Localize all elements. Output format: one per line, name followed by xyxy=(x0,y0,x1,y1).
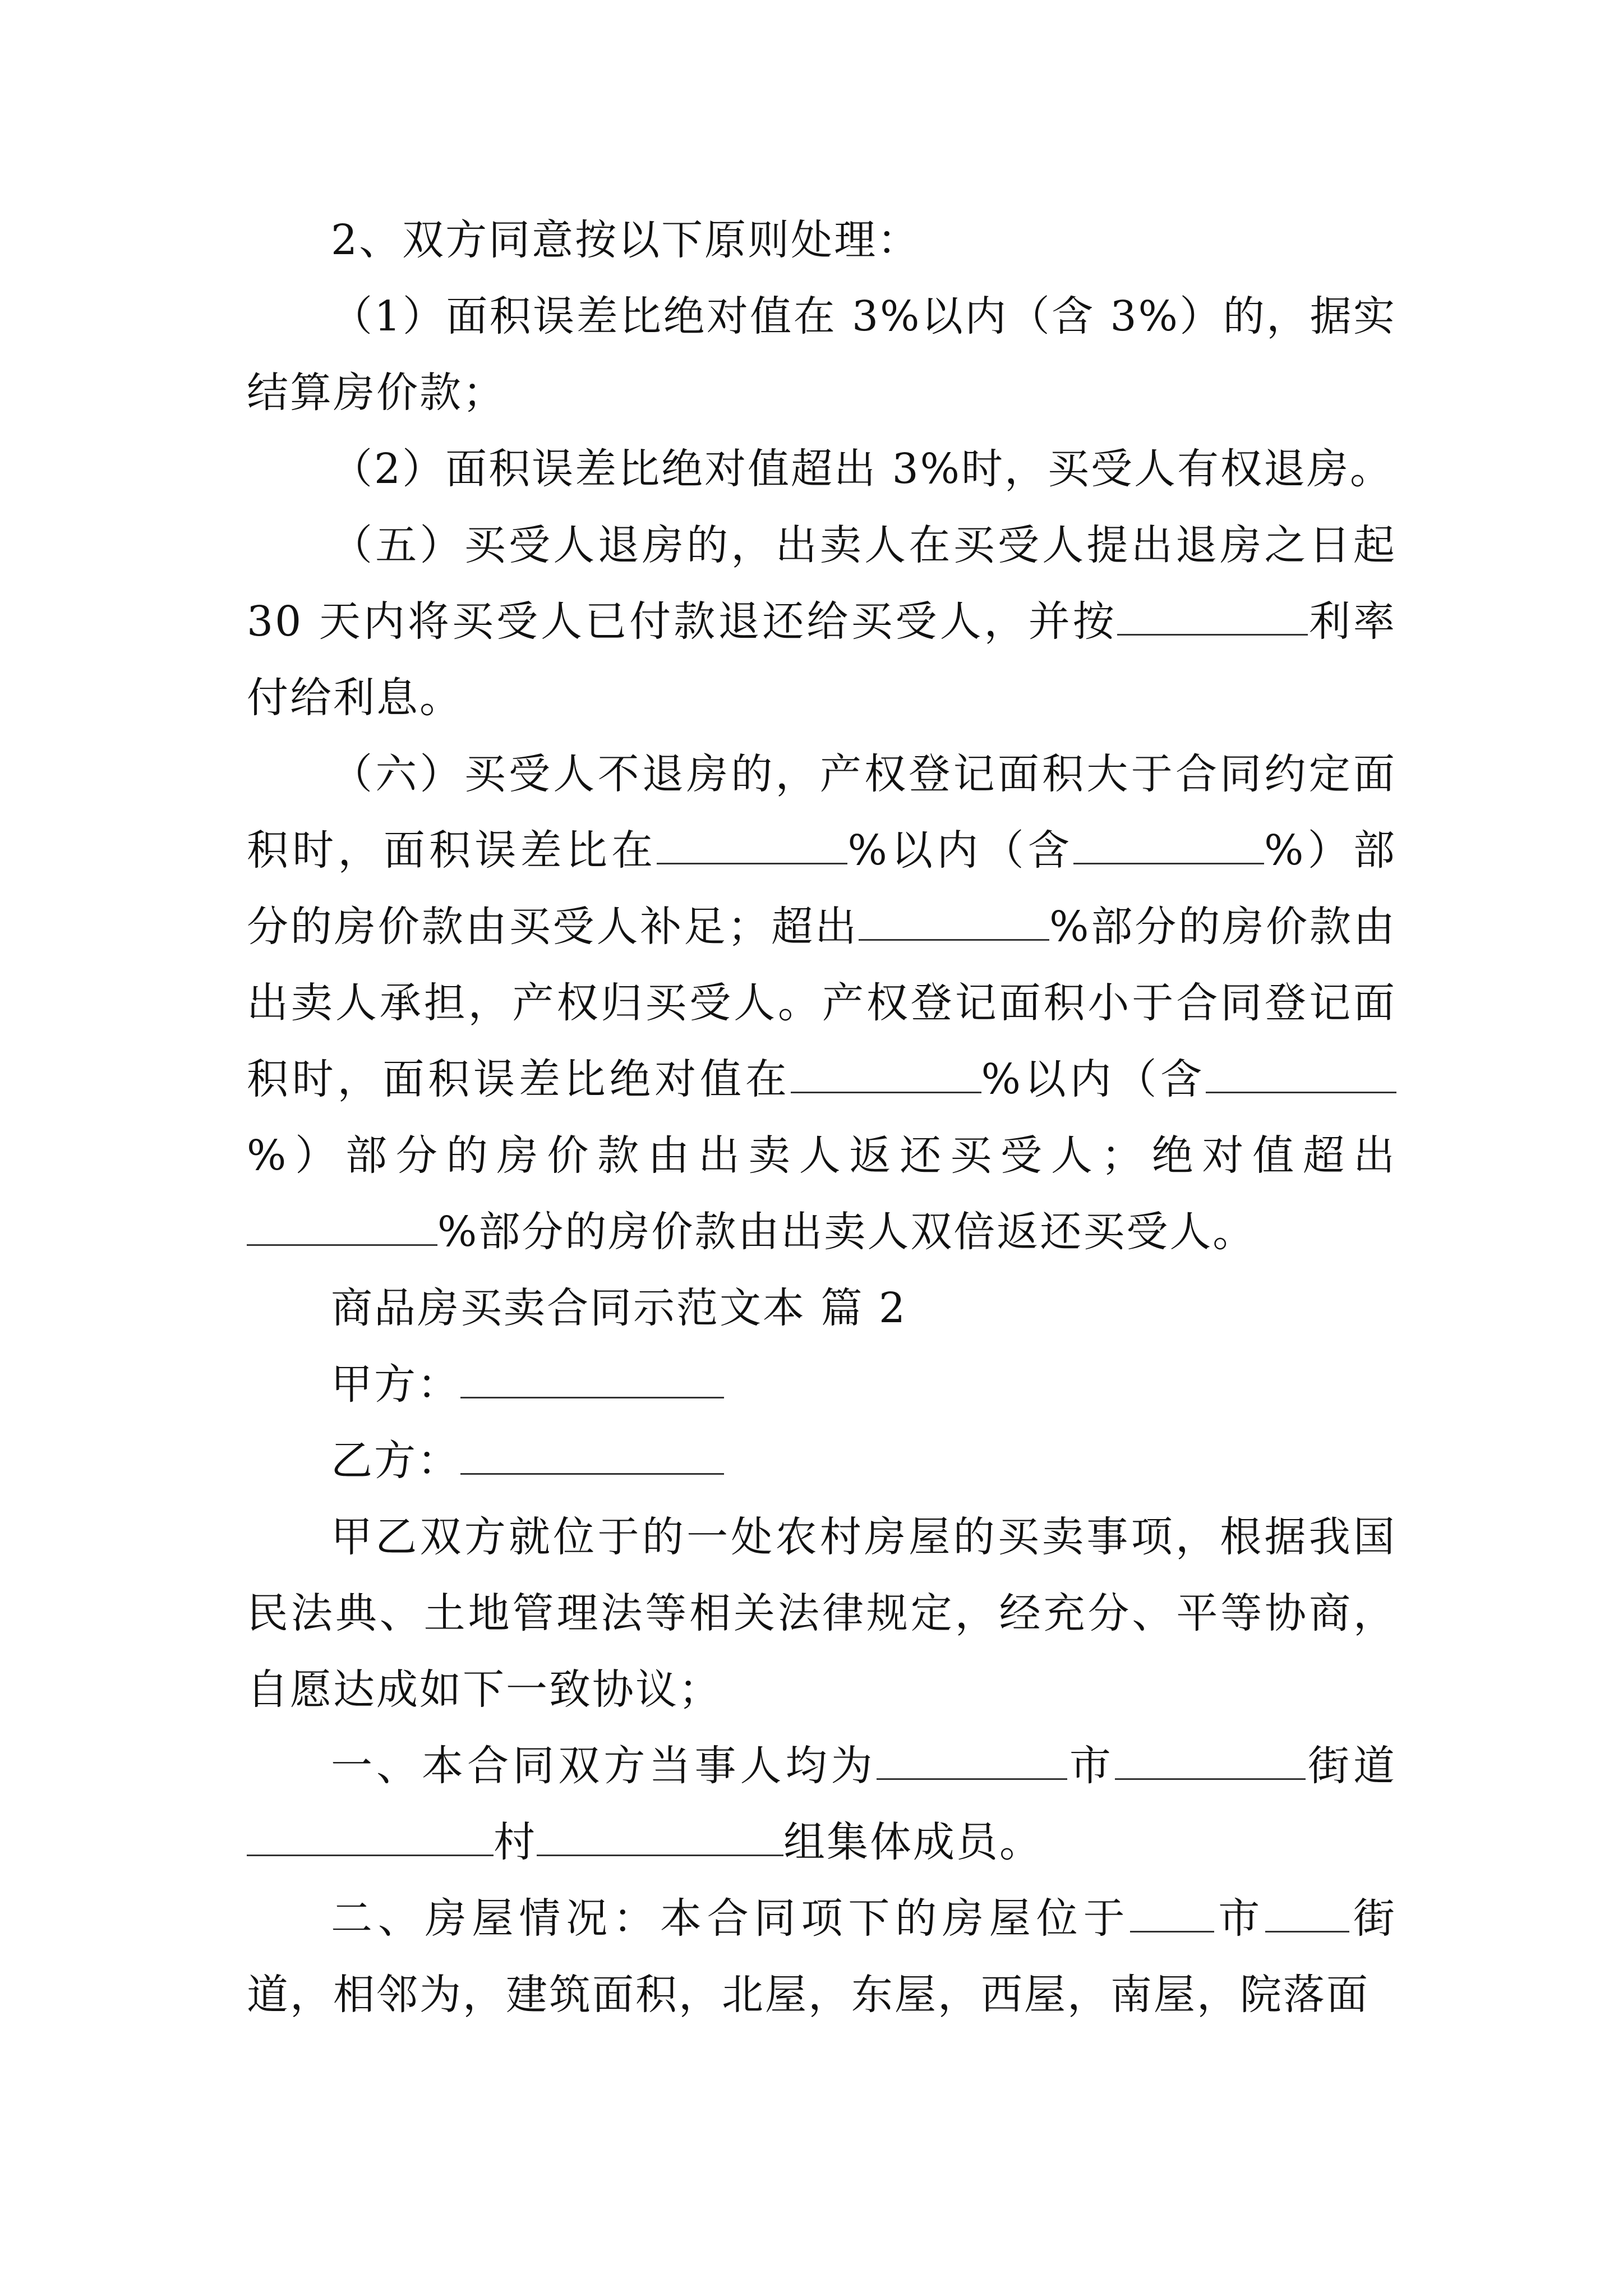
paragraph-text: %以内（含 xyxy=(847,826,1074,875)
paragraph-agreement-intro xyxy=(247,1499,1396,1728)
blank-city xyxy=(877,1741,1067,1780)
party-a-line xyxy=(247,1346,1396,1423)
paragraph-clause-5 xyxy=(247,507,1396,736)
document-body xyxy=(247,202,1396,2033)
blank-house-city xyxy=(1130,1894,1214,1932)
paragraph-text: %部分的房价款由出卖人双倍返还买受人。 xyxy=(437,1208,1256,1256)
blank-percent-3 xyxy=(859,902,1049,941)
paragraph-text: 2、双方同意按以下原则处理： xyxy=(331,216,921,264)
party-b-line xyxy=(247,1423,1396,1499)
paragraph-article-2 xyxy=(247,1880,1396,2033)
paragraph-text: %以内（含 xyxy=(981,1055,1206,1103)
paragraph-text: （2）面积误差比绝对值超出 3%时，买受人有权退房。 xyxy=(331,445,1393,493)
paragraph-text: （六）买受人不退房的，产权登记面积大于合同约定面积时，面积误差比在 xyxy=(247,750,1396,875)
blank-party-a xyxy=(460,1360,724,1398)
paragraph-text: %部分的房价款由出卖人承担，产权归买受人。产权登记面积小于合同登记面积时，面积误差比绝对值在 xyxy=(247,903,1396,1103)
paragraph-text: 街道 xyxy=(1305,1742,1396,1790)
blank-street xyxy=(1115,1741,1306,1780)
paragraph-text: 利率付给利息。 xyxy=(247,597,1396,722)
blank-percent-6 xyxy=(247,1207,437,1246)
blank-interest-rate xyxy=(1117,597,1308,636)
paragraph-text: （五）买受人退房的，出卖人在买受人提出退房之日起 30 天内将买受人已付款退还给买受人，并按 xyxy=(247,521,1396,646)
party-a-label: 甲方： xyxy=(331,1360,460,1409)
section-title-text: 商品房买卖合同示范文本 篇 2 xyxy=(331,1284,907,1332)
blank-percent-5 xyxy=(1206,1055,1396,1093)
paragraph-text: %）部分的房价款由买受人补足；超出 xyxy=(247,826,1396,951)
paragraph-text: 市 xyxy=(1067,1742,1115,1790)
blank-percent-2 xyxy=(1073,826,1264,864)
paragraph-item-1 xyxy=(247,278,1396,431)
paragraph-text: 村 xyxy=(494,1818,537,1866)
paragraph-principles xyxy=(247,202,1396,278)
paragraph-text: 二、房屋情况：本合同项下的房屋位于 xyxy=(331,1894,1131,1943)
paragraph-article-1 xyxy=(247,1728,1396,1880)
paragraph-text: 一、本合同双方当事人均为 xyxy=(331,1742,877,1790)
paragraph-clause-6 xyxy=(247,736,1396,1270)
blank-percent-1 xyxy=(657,826,847,864)
paragraph-text: 市 xyxy=(1214,1894,1266,1943)
blank-village xyxy=(247,1818,494,1856)
blank-house-street xyxy=(1265,1894,1349,1932)
paragraph-text: 甲乙双方就位于的一处农村房屋的买卖事项，根据我国民法典、土地管理法等相关法律规定，经充分、平等协商，自愿达成如下一致协议； xyxy=(247,1513,1396,1714)
section-title xyxy=(247,1270,1396,1346)
paragraph-item-2 xyxy=(247,431,1396,507)
paragraph-text: %）部分的房价款由出卖人返还买受人；绝对值超出 xyxy=(247,1131,1396,1180)
blank-party-b xyxy=(460,1436,724,1475)
blank-percent-4 xyxy=(791,1055,981,1093)
party-b-label: 乙方： xyxy=(331,1437,460,1485)
paragraph-text: （1）面积误差比绝对值在 3%以内（含 3%）的，据实结算房价款； xyxy=(247,292,1396,417)
blank-group xyxy=(537,1818,783,1856)
paragraph-text: 街道，相邻为，建筑面积，北屋，东屋，西屋，南屋，院落面 xyxy=(247,1894,1397,2019)
paragraph-text: 组集体成员。 xyxy=(783,1818,1043,1866)
